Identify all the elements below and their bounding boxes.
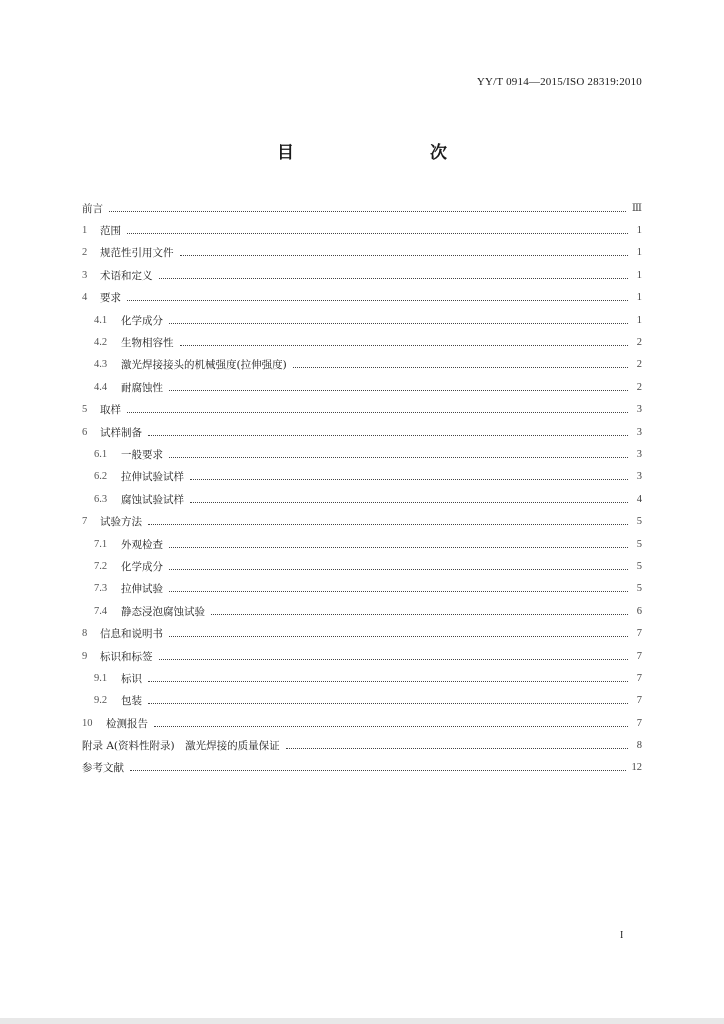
dot-leader — [169, 547, 628, 548]
toc-entry[interactable] — [82, 757, 642, 779]
dot-leader — [211, 614, 628, 615]
toc-entry-number: 4.4 — [94, 381, 108, 393]
toc-entry-label: 生物相容性 — [121, 337, 174, 350]
toc-entry-page: 2 — [636, 381, 642, 393]
dot-leader — [180, 345, 629, 346]
toc-entry-number: 5 — [82, 404, 88, 416]
toc-entry-label: 附录 A(资料性附录) 激光焊接的质量保证 — [82, 740, 280, 753]
dot-leader — [293, 367, 628, 368]
toc-entry-number: 7.4 — [94, 605, 108, 617]
toc-entry-page: 1 — [636, 292, 642, 304]
toc-entry-page: 7 — [636, 717, 642, 729]
toc-entry[interactable] — [82, 421, 642, 443]
toc-entry[interactable] — [82, 466, 642, 488]
toc-entry-number: 4.1 — [94, 314, 108, 326]
toc-entry-label: 信息和说明书 — [100, 628, 163, 641]
toc-entry-number: 3 — [82, 269, 88, 281]
toc-entry[interactable] — [82, 578, 642, 600]
dot-leader — [130, 770, 626, 771]
toc-entry-label: 外观检查 — [121, 538, 163, 551]
dot-leader — [148, 703, 628, 704]
toc-entry-label: 拉伸试验 — [121, 583, 163, 596]
toc-entry-label: 要求 — [100, 292, 121, 305]
toc-entry-label: 标识和标签 — [100, 650, 153, 663]
dot-leader — [127, 412, 628, 413]
page-number: I — [620, 930, 624, 941]
toc-entry-number: 7.2 — [94, 560, 108, 572]
toc-entry-number: 6.1 — [94, 448, 108, 460]
toc-entry-number: 6.3 — [94, 493, 108, 505]
toc-entry-number: 7.3 — [94, 583, 108, 595]
toc-entry[interactable] — [82, 264, 642, 286]
toc-entry[interactable] — [82, 667, 642, 689]
dot-leader — [169, 323, 628, 324]
toc-entry-page: 7 — [636, 628, 642, 640]
toc-entry-number: 8 — [82, 628, 88, 640]
dot-leader — [127, 300, 628, 301]
toc-entry-number: 9.2 — [94, 695, 108, 707]
toc-entry[interactable] — [82, 197, 642, 219]
toc-entry-label: 拉伸试验试样 — [121, 471, 184, 484]
dot-leader — [159, 659, 629, 660]
toc-entry-number: 4.2 — [94, 337, 108, 349]
toc-entry-page: 5 — [636, 516, 642, 528]
toc-entry-label: 静态浸泡腐蚀试验 — [121, 605, 205, 618]
toc-entry-number: 4.3 — [94, 359, 108, 371]
dot-leader — [190, 502, 628, 503]
toc-entry-label: 化学成分 — [121, 314, 163, 327]
toc-entry-number: 1 — [82, 225, 88, 237]
dot-leader — [127, 233, 628, 234]
dot-leader — [148, 681, 628, 682]
toc-entry-label: 试验方法 — [100, 516, 142, 529]
toc-entry-number: 2 — [82, 247, 88, 259]
toc-entry-page: 7 — [636, 695, 642, 707]
toc-entry[interactable] — [82, 712, 642, 734]
toc-entry-page: 5 — [636, 560, 642, 572]
toc-entry-label: 化学成分 — [121, 560, 163, 573]
bottom-edge — [0, 1018, 724, 1024]
toc-entry-label: 试样制备 — [100, 426, 142, 439]
toc-entry-label: 包装 — [121, 695, 142, 708]
dot-leader — [169, 457, 628, 458]
toc-entry[interactable] — [82, 734, 642, 756]
toc-entry-page: 1 — [636, 225, 642, 237]
dot-leader — [169, 390, 628, 391]
dot-leader — [190, 479, 628, 480]
toc-entry[interactable] — [82, 533, 642, 555]
toc-entry-number: 4 — [82, 292, 88, 304]
dot-leader — [169, 636, 628, 637]
toc-entry-page: 5 — [636, 538, 642, 550]
toc-entry[interactable] — [82, 309, 642, 331]
toc-entry-page: 7 — [636, 672, 642, 684]
table-of-contents — [82, 197, 642, 779]
toc-entry-page: 3 — [636, 426, 642, 438]
toc-entry-label: 取样 — [100, 404, 121, 417]
toc-entry-number: 7.1 — [94, 538, 108, 550]
toc-entry-number: 10 — [82, 717, 93, 729]
toc-entry-page: 12 — [631, 762, 642, 774]
toc-entry[interactable] — [82, 399, 642, 421]
toc-entry-number: 6 — [82, 426, 88, 438]
toc-entry-page: 7 — [636, 650, 642, 662]
toc-entry-page: 3 — [636, 448, 642, 460]
toc-entry[interactable] — [82, 219, 642, 241]
standard-code: YY/T 0914—2015/ISO 28319:2010 — [476, 76, 642, 88]
toc-entry-label: 术语和定义 — [100, 269, 153, 282]
toc-entry[interactable] — [82, 510, 642, 532]
dot-leader — [169, 591, 628, 592]
toc-entry-number: 6.2 — [94, 471, 108, 483]
toc-entry[interactable] — [82, 645, 642, 667]
dot-leader — [159, 278, 629, 279]
toc-entry-number: 9.1 — [94, 672, 108, 684]
dot-leader — [180, 255, 629, 256]
toc-entry[interactable] — [82, 600, 642, 622]
toc-entry-page: 5 — [636, 583, 642, 595]
toc-entry-page: 8 — [636, 740, 642, 752]
toc-entry-page: 3 — [636, 471, 642, 483]
toc-entry-number: 7 — [82, 516, 88, 528]
toc-entry-label: 一般要求 — [121, 448, 163, 461]
dot-leader — [148, 524, 628, 525]
toc-entry[interactable] — [82, 555, 642, 577]
toc-entry-page: 1 — [636, 269, 642, 281]
toc-entry-page: 1 — [636, 247, 642, 259]
toc-entry-page: Ⅲ — [631, 203, 642, 215]
dot-leader — [169, 569, 628, 570]
dot-leader — [148, 435, 628, 436]
toc-entry-page: 2 — [636, 337, 642, 349]
toc-entry-page: 4 — [636, 493, 642, 505]
toc-entry-page: 1 — [636, 314, 642, 326]
toc-entry[interactable] — [82, 622, 642, 644]
page-title: 目 次 — [277, 143, 481, 163]
toc-entry-label: 检测报告 — [106, 717, 148, 730]
toc-entry[interactable] — [82, 287, 642, 309]
toc-entry[interactable] — [82, 331, 642, 353]
toc-entry-page: 6 — [636, 605, 642, 617]
toc-entry-label: 范围 — [100, 225, 121, 238]
toc-entry-label: 腐蚀试验试样 — [121, 493, 184, 506]
toc-entry[interactable] — [82, 376, 642, 398]
toc-entry-label: 标识 — [121, 672, 142, 685]
toc-entry-page: 3 — [636, 404, 642, 416]
dot-leader — [286, 748, 628, 749]
toc-entry-label: 参考文献 — [82, 762, 124, 775]
toc-entry[interactable] — [82, 690, 642, 712]
toc-entry[interactable] — [82, 443, 642, 465]
toc-entry[interactable] — [82, 354, 642, 376]
dot-leader — [109, 211, 626, 212]
toc-entry-label: 激光焊接接头的机械强度(拉伸强度) — [121, 359, 287, 372]
toc-entry-number: 9 — [82, 650, 88, 662]
toc-entry-page: 2 — [636, 359, 642, 371]
toc-entry[interactable] — [82, 488, 642, 510]
toc-entry[interactable] — [82, 242, 642, 264]
toc-entry-label: 耐腐蚀性 — [121, 381, 163, 394]
toc-entry-label: 前言 — [82, 202, 103, 215]
toc-entry-label: 规范性引用文件 — [100, 247, 174, 260]
dot-leader — [154, 726, 628, 727]
